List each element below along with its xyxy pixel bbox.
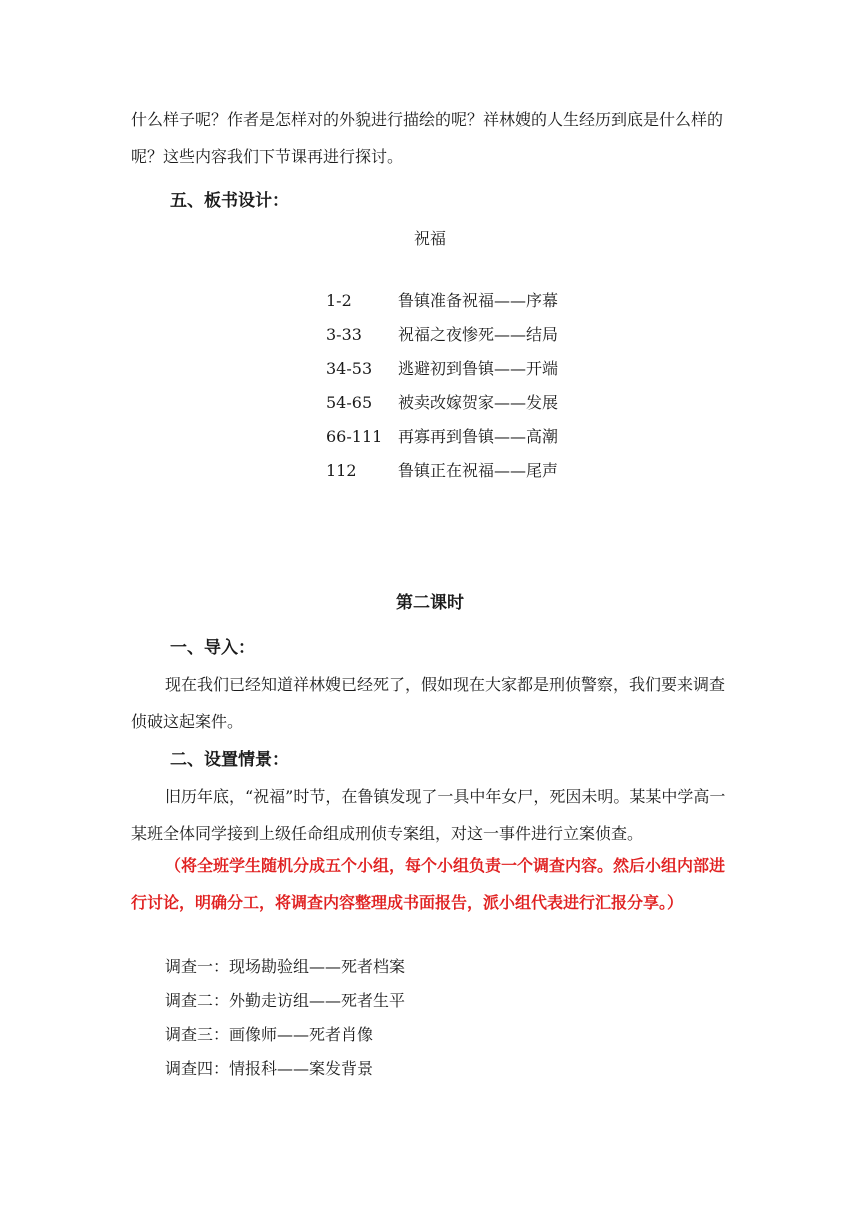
board-row-text: 鲁镇正在祝福——尾声 (398, 461, 559, 480)
board-row-text: 祝福之夜惨死——结局 (398, 325, 559, 344)
board-row (326, 457, 558, 491)
section5-heading: 五、板书设计： (170, 191, 289, 211)
board-row (326, 423, 558, 457)
investigation-item: 调查三：画像师——死者肖像 (165, 1025, 374, 1044)
board-row-range: 3-33 (326, 325, 362, 344)
lesson2-title: 第二课时 (396, 593, 464, 613)
group-instruction-note: （将全班学生随机分成五个小组，每个小组负责一个调查内容。然后小组内部进行讨论，明确分工，将调查内容整理成书面报告，派小组代表进行汇报分享。） (131, 856, 726, 912)
board-row-range: 1-2 (326, 291, 352, 310)
part1-paragraph: 现在我们已经知道祥林嫂已经死了，假如现在大家都是刑侦警察，我们要来调查侦破这起案件。 (131, 675, 726, 731)
investigation-item: 调查二：外勤走访组——死者生平 (165, 991, 406, 1010)
board-row (326, 287, 558, 321)
board-row-text: 被卖改嫁贺家——发展 (398, 393, 559, 412)
board-row (326, 389, 558, 423)
board-row-range: 54-65 (326, 393, 373, 412)
board-row-range: 66-111 (326, 427, 383, 446)
board-row (326, 355, 558, 389)
part2-heading: 二、设置情景： (170, 750, 289, 770)
intro-paragraph: 什么样子呢？作者是怎样对的外貌进行描绘的呢？祥林嫂的人生经历到底是什么样的呢？这些内容我们下节课再进行探讨。 (131, 110, 724, 166)
investigation-item: 调查四：情报科——案发背景 (165, 1059, 374, 1078)
part2-paragraph: 旧历年底，“祝福”时节，在鲁镇发现了一具中年女尸，死因未明。某某中学高一某班全体同学接到上级任命组成刑侦专案组，对这一事件进行立案侦查。 (131, 787, 726, 843)
board-row-range: 34-53 (326, 359, 373, 378)
board-row-range: 112 (326, 461, 357, 480)
board-title: 祝福 (413, 229, 446, 248)
board-design-list (326, 287, 558, 491)
part1-heading: 一、导入： (170, 638, 255, 658)
investigation-item: 调查一：现场勘验组——死者档案 (165, 957, 406, 976)
board-row-text: 逃避初到鲁镇——开端 (398, 359, 559, 378)
board-row-text: 再寡再到鲁镇——高潮 (398, 427, 559, 446)
board-row (326, 321, 558, 355)
board-row-text: 鲁镇准备祝福——序幕 (398, 291, 559, 310)
